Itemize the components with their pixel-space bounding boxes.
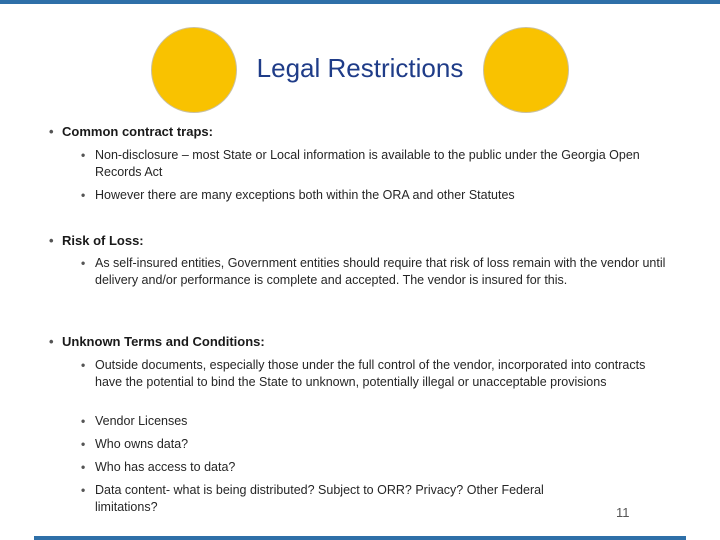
bullet-icon: • xyxy=(81,437,86,451)
bullet-icon: • xyxy=(49,334,54,349)
bullet-icon: • xyxy=(81,358,86,372)
bottom-accent-bar xyxy=(34,536,686,540)
bullet-icon: • xyxy=(49,233,54,248)
list-item: • Data content- what is being distributed? Subject to ORR? Privacy? Other Federal limitations? xyxy=(81,483,544,514)
list-item: • However there are many exceptions both within the ORA and other Statutes xyxy=(81,188,515,202)
list-item: • Who owns data? xyxy=(81,437,189,451)
left-circle-decoration xyxy=(151,27,237,113)
bullet-icon: • xyxy=(81,256,86,270)
bullet-icon: • xyxy=(81,188,86,202)
section-heading-contract-traps: • Common contract traps: xyxy=(49,124,213,139)
title-box xyxy=(237,44,483,92)
section-heading-unknown-terms: • Unknown Terms and Conditions: xyxy=(49,334,265,349)
section-heading-risk-of-loss: • Risk of Loss: xyxy=(49,233,144,248)
bullet-icon: • xyxy=(81,148,86,162)
list-item: • Who has access to data? xyxy=(81,460,236,474)
list-item: • Vendor Licenses xyxy=(81,414,188,428)
list-item: • Non-disclosure – most State or Local information is available to the public under the Georgia Open Records Act xyxy=(81,148,640,179)
list-item: • Outside documents, especially those under the full control of the vendor, incorporated into contracts have the potential to bind the State to unknown, potentially illegal or unacceptable provisions xyxy=(81,358,646,389)
slide-title: Legal Restrictions xyxy=(256,52,464,83)
list-item: • As self-insured entities, Government entities should require that risk of loss remain with the vendor until delivery and/or performance is complete and accepted. The vendor is insured for this. xyxy=(81,256,666,287)
bullet-icon: • xyxy=(81,414,86,428)
bullet-icon: • xyxy=(49,124,54,139)
page-number: 11 xyxy=(616,505,630,520)
bullet-icon: • xyxy=(81,483,86,497)
top-accent-bar xyxy=(0,0,720,4)
right-circle-decoration xyxy=(483,27,569,113)
bullet-icon: • xyxy=(81,460,86,474)
